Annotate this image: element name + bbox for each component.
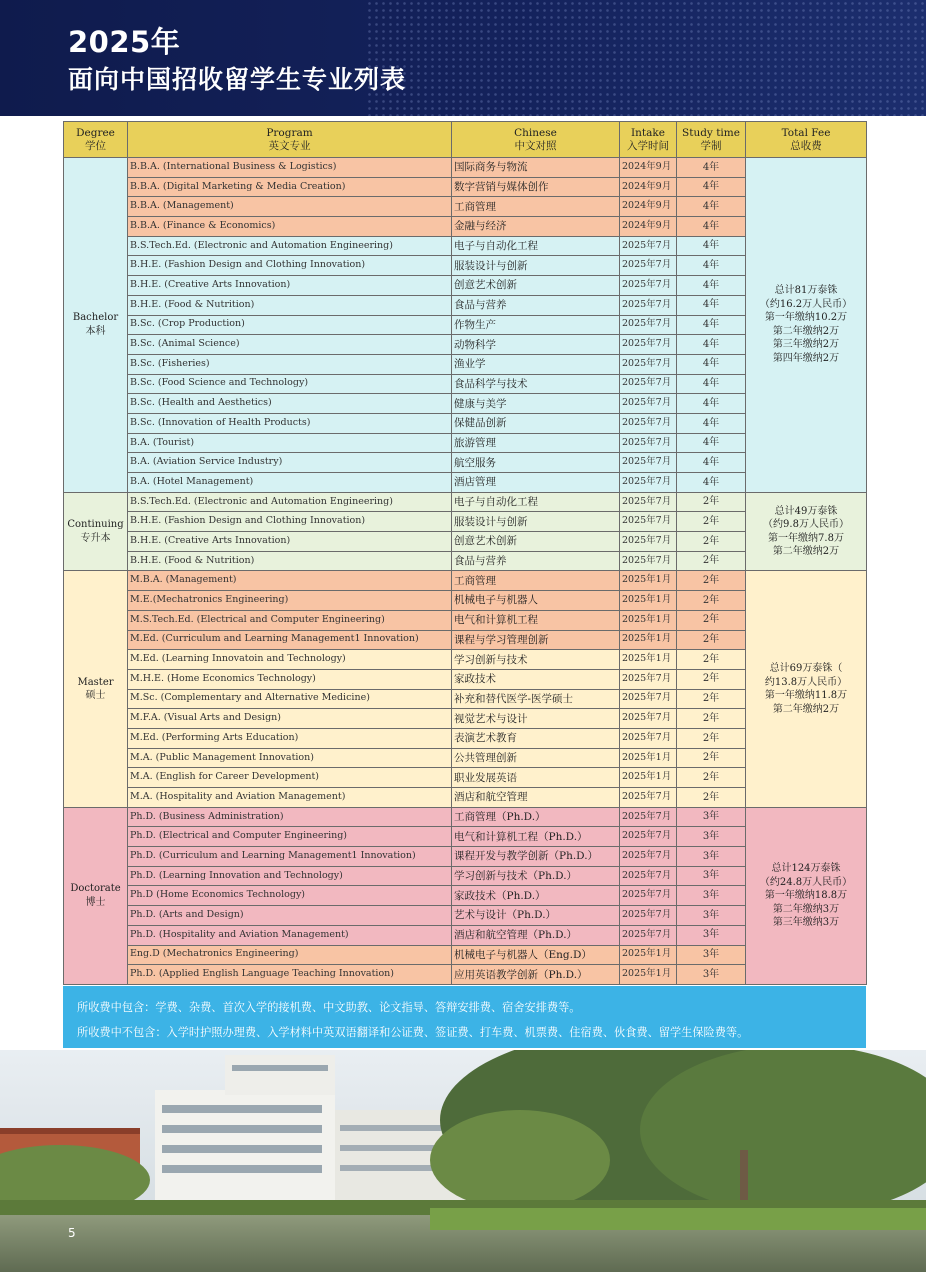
program-cell: B.Sc. (Fisheries) bbox=[128, 354, 452, 374]
chinese-name-cell: 渔业学 bbox=[452, 354, 620, 374]
study-time-cell: 4年 bbox=[677, 256, 746, 276]
intake-cell: 2025年1月 bbox=[620, 965, 677, 985]
total-fee-cell bbox=[746, 492, 867, 571]
program-cell: M.F.A. (Visual Arts and Design) bbox=[128, 709, 452, 729]
fee-line: 第一年缴纳11.8万 bbox=[764, 690, 848, 702]
fee-line: 第一年缴纳10.2万 bbox=[764, 312, 848, 324]
program-cell: M.A. (Public Management Innovation) bbox=[128, 748, 452, 768]
fee-line: 第二年缴纳2万 bbox=[772, 703, 840, 715]
program-cell: B.A. (Hotel Management) bbox=[128, 473, 452, 493]
program-cell: Ph.D. (Applied English Language Teaching Innovation) bbox=[128, 965, 452, 985]
study-time-cell: 4年 bbox=[677, 413, 746, 433]
study-time-cell: 3年 bbox=[677, 906, 746, 926]
study-time-cell: 3年 bbox=[677, 807, 746, 827]
program-cell: B.B.A. (Finance & Economics) bbox=[128, 217, 452, 237]
program-cell: Ph.D (Home Economics Technology) bbox=[128, 886, 452, 906]
study-time-cell: 2年 bbox=[677, 788, 746, 808]
intake-cell: 2025年7月 bbox=[620, 906, 677, 926]
intake-cell: 2025年7月 bbox=[620, 512, 677, 532]
chinese-name-cell: 航空服务 bbox=[452, 453, 620, 473]
study-time-cell: 4年 bbox=[677, 394, 746, 414]
chinese-name-cell: 金融与经济 bbox=[452, 217, 620, 237]
col-header-degree: Degree 学位 bbox=[64, 122, 128, 158]
fee-line: 第一年缴纳7.8万 bbox=[768, 532, 844, 544]
fee-excluded-note: 所收费中不包含：入学时护照办理费、入学材料中英双语翻译和公证费、签证费、打车费、机票费、住宿费、伙食费、留学生保险费等。 bbox=[77, 1026, 749, 1039]
col-header-intake: Intake 入学时间 bbox=[620, 122, 677, 158]
intake-cell: 2025年7月 bbox=[620, 886, 677, 906]
intake-cell: 2025年1月 bbox=[620, 650, 677, 670]
intake-cell: 2025年1月 bbox=[620, 748, 677, 768]
program-cell: M.B.A. (Management) bbox=[128, 571, 452, 591]
fee-line: 第二年缴纳3万 bbox=[772, 903, 840, 915]
chinese-name-cell: 课程开发与教学创新（Ph.D.） bbox=[452, 847, 620, 867]
program-cell: M.Sc. (Complementary and Alternative Medicine) bbox=[128, 689, 452, 709]
chinese-name-cell: 工商管理 bbox=[452, 197, 620, 217]
study-time-cell: 4年 bbox=[677, 433, 746, 453]
program-cell: Ph.D. (Hospitality and Aviation Management) bbox=[128, 925, 452, 945]
chinese-name-cell: 工商管理 bbox=[452, 571, 620, 591]
intake-cell: 2025年1月 bbox=[620, 610, 677, 630]
intake-cell: 2025年1月 bbox=[620, 591, 677, 611]
intake-cell: 2025年7月 bbox=[620, 925, 677, 945]
chinese-name-cell: 家政技术（Ph.D.） bbox=[452, 886, 620, 906]
program-cell: Ph.D. (Arts and Design) bbox=[128, 906, 452, 926]
program-cell: B.H.E. (Creative Arts Innovation) bbox=[128, 532, 452, 552]
fee-line: 第四年缴纳2万 bbox=[772, 352, 840, 364]
table-row bbox=[64, 158, 867, 178]
chinese-name-cell: 创意艺术创新 bbox=[452, 532, 620, 552]
col-header-program: Program 英文专业 bbox=[128, 122, 452, 158]
study-time-cell: 2年 bbox=[677, 591, 746, 611]
chinese-name-cell: 酒店管理 bbox=[452, 473, 620, 493]
intake-cell: 2024年9月 bbox=[620, 177, 677, 197]
degree-name-en: Bachelor bbox=[72, 312, 119, 324]
campus-photo bbox=[0, 1050, 926, 1272]
study-time-cell: 3年 bbox=[677, 847, 746, 867]
table-row bbox=[64, 807, 867, 827]
program-cell: B.B.A. (Digital Marketing & Media Creation) bbox=[128, 177, 452, 197]
program-cell: B.A. (Tourist) bbox=[128, 433, 452, 453]
fee-line: （约24.8万人民币） bbox=[759, 876, 853, 888]
chinese-name-cell: 机械电子与机器人（Eng.D） bbox=[452, 945, 620, 965]
chinese-name-cell: 补充和替代医学-医学硕士 bbox=[452, 689, 620, 709]
fee-line: 约13.8万人民币） bbox=[764, 676, 848, 688]
chinese-name-cell: 公共管理创新 bbox=[452, 748, 620, 768]
program-cell: M.A. (Hospitality and Aviation Management) bbox=[128, 788, 452, 808]
study-time-cell: 2年 bbox=[677, 610, 746, 630]
study-time-cell: 2年 bbox=[677, 748, 746, 768]
page-title: 面向中国招收留学生专业列表 bbox=[68, 65, 407, 94]
chinese-name-cell: 课程与学习管理创新 bbox=[452, 630, 620, 650]
study-time-cell: 2年 bbox=[677, 768, 746, 788]
col-header-total-fee: Total Fee 总收费 bbox=[746, 122, 867, 158]
chinese-name-cell: 国际商务与物流 bbox=[452, 158, 620, 178]
col-header-chinese: Chinese 中文对照 bbox=[452, 122, 620, 158]
intake-cell: 2025年7月 bbox=[620, 413, 677, 433]
intake-cell: 2025年7月 bbox=[620, 492, 677, 512]
intake-cell: 2025年7月 bbox=[620, 354, 677, 374]
chinese-name-cell: 数字营销与媒体创作 bbox=[452, 177, 620, 197]
degree-cell bbox=[64, 571, 128, 807]
intake-cell: 2025年1月 bbox=[620, 945, 677, 965]
degree-name-en: Master bbox=[77, 676, 114, 688]
study-time-cell: 4年 bbox=[677, 217, 746, 237]
study-time-cell: 4年 bbox=[677, 335, 746, 355]
program-cell: M.Ed. (Learning Innovatoin and Technology) bbox=[128, 650, 452, 670]
col-header-study-time: Study time 学制 bbox=[677, 122, 746, 158]
program-cell: M.H.E. (Home Economics Technology) bbox=[128, 669, 452, 689]
intake-cell: 2025年7月 bbox=[620, 788, 677, 808]
program-cell: B.S.Tech.Ed. (Electronic and Automation Engineering) bbox=[128, 236, 452, 256]
chinese-name-cell: 电子与自动化工程 bbox=[452, 236, 620, 256]
study-time-cell: 4年 bbox=[677, 453, 746, 473]
chinese-name-cell: 机械电子与机器人 bbox=[452, 591, 620, 611]
study-time-cell: 2年 bbox=[677, 571, 746, 591]
table-row bbox=[64, 571, 867, 591]
program-cell: B.H.E. (Fashion Design and Clothing Innovation) bbox=[128, 256, 452, 276]
program-cell: M.Ed. (Curriculum and Learning Management1 Innovation) bbox=[128, 630, 452, 650]
program-cell: Ph.D. (Business Administration) bbox=[128, 807, 452, 827]
fee-line: （约16.2万人民币） bbox=[759, 298, 853, 310]
program-cell: B.Sc. (Animal Science) bbox=[128, 335, 452, 355]
study-time-cell: 4年 bbox=[677, 473, 746, 493]
chinese-name-cell: 工商管理（Ph.D.） bbox=[452, 807, 620, 827]
program-cell: Ph.D. (Learning Innovation and Technology) bbox=[128, 866, 452, 886]
study-time-cell: 4年 bbox=[677, 276, 746, 296]
intake-cell: 2025年1月 bbox=[620, 571, 677, 591]
fee-line: 第一年缴纳18.8万 bbox=[764, 890, 848, 902]
chinese-name-cell: 旅游管理 bbox=[452, 433, 620, 453]
intake-cell: 2025年7月 bbox=[620, 866, 677, 886]
chinese-name-cell: 视觉艺术与设计 bbox=[452, 709, 620, 729]
total-fee-cell bbox=[746, 571, 867, 807]
table-row bbox=[64, 492, 867, 512]
intake-cell: 2025年7月 bbox=[620, 453, 677, 473]
chinese-name-cell: 酒店和航空管理 bbox=[452, 788, 620, 808]
total-fee-cell bbox=[746, 158, 867, 493]
intake-cell: 2025年7月 bbox=[620, 473, 677, 493]
study-time-cell: 4年 bbox=[677, 177, 746, 197]
chinese-name-cell: 服装设计与创新 bbox=[452, 512, 620, 532]
degree-name-cn: 专升本 bbox=[80, 532, 111, 544]
chinese-name-cell: 应用英语教学创新（Ph.D.） bbox=[452, 965, 620, 985]
fee-line: 总计69万泰铢（ bbox=[769, 663, 843, 675]
chinese-name-cell: 家政技术 bbox=[452, 669, 620, 689]
study-time-cell: 4年 bbox=[677, 236, 746, 256]
fee-line: 第二年缴纳2万 bbox=[772, 325, 840, 337]
program-cell: B.H.E. (Food & Nutrition) bbox=[128, 551, 452, 571]
campus-illustration bbox=[0, 1050, 926, 1272]
intake-cell: 2025年7月 bbox=[620, 374, 677, 394]
table-header-row bbox=[64, 122, 867, 158]
degree-name-en: Doctorate bbox=[70, 883, 121, 895]
study-time-cell: 2年 bbox=[677, 709, 746, 729]
intake-cell: 2025年7月 bbox=[620, 709, 677, 729]
program-cell: B.B.A. (International Business & Logistics) bbox=[128, 158, 452, 178]
page-header bbox=[0, 0, 926, 116]
intake-cell: 2025年7月 bbox=[620, 433, 677, 453]
total-fee-cell bbox=[746, 807, 867, 984]
program-cell: B.S.Tech.Ed. (Electronic and Automation Engineering) bbox=[128, 492, 452, 512]
fee-line: 总计49万泰铢 bbox=[774, 505, 838, 517]
fee-line: 总计81万泰铢 bbox=[774, 285, 838, 297]
study-time-cell: 3年 bbox=[677, 886, 746, 906]
study-time-cell: 3年 bbox=[677, 965, 746, 985]
study-time-cell: 2年 bbox=[677, 532, 746, 552]
program-cell: B.B.A. (Management) bbox=[128, 197, 452, 217]
study-time-cell: 2年 bbox=[677, 630, 746, 650]
degree-name-cn: 硕士 bbox=[85, 690, 106, 702]
table-body bbox=[64, 158, 867, 985]
chinese-name-cell: 艺术与设计（Ph.D.） bbox=[452, 906, 620, 926]
fee-line: 总计124万泰铢 bbox=[771, 863, 841, 875]
chinese-name-cell: 健康与美学 bbox=[452, 394, 620, 414]
study-time-cell: 3年 bbox=[677, 925, 746, 945]
study-time-cell: 2年 bbox=[677, 551, 746, 571]
intake-cell: 2024年9月 bbox=[620, 197, 677, 217]
program-cell: M.S.Tech.Ed. (Electrical and Computer Engineering) bbox=[128, 610, 452, 630]
program-cell: Eng.D (Mechatronics Engineering) bbox=[128, 945, 452, 965]
page-number: 5 bbox=[68, 1226, 76, 1240]
degree-cell bbox=[64, 807, 128, 984]
intake-cell: 2025年7月 bbox=[620, 335, 677, 355]
study-time-cell: 4年 bbox=[677, 295, 746, 315]
fee-line: 第三年缴纳2万 bbox=[772, 339, 840, 351]
chinese-name-cell: 电气和计算机工程 bbox=[452, 610, 620, 630]
program-cell: B.H.E. (Fashion Design and Clothing Innovation) bbox=[128, 512, 452, 532]
intake-cell: 2025年7月 bbox=[620, 728, 677, 748]
study-time-cell: 3年 bbox=[677, 945, 746, 965]
chinese-name-cell: 学习创新与技术（Ph.D.） bbox=[452, 866, 620, 886]
fee-included-note: 所收费中包含：学费、杂费、首次入学的接机费、中文助教、论文指导、答辩安排费、宿舍安排费等。 bbox=[77, 1001, 581, 1014]
chinese-name-cell: 作物生产 bbox=[452, 315, 620, 335]
study-time-cell: 2年 bbox=[677, 728, 746, 748]
chinese-name-cell: 酒店和航空管理（Ph.D.） bbox=[452, 925, 620, 945]
program-cell: Ph.D. (Curriculum and Learning Management1 Innovation) bbox=[128, 847, 452, 867]
intake-cell: 2025年7月 bbox=[620, 315, 677, 335]
program-cell: B.A. (Aviation Service Industry) bbox=[128, 453, 452, 473]
intake-cell: 2025年7月 bbox=[620, 276, 677, 296]
intake-cell: 2024年9月 bbox=[620, 217, 677, 237]
fee-notes bbox=[63, 986, 866, 1048]
program-cell: B.Sc. (Innovation of Health Products) bbox=[128, 413, 452, 433]
study-time-cell: 2年 bbox=[677, 669, 746, 689]
program-cell: B.Sc. (Health and Aesthetics) bbox=[128, 394, 452, 414]
page-year: 2025年 bbox=[68, 25, 181, 59]
chinese-name-cell: 服装设计与创新 bbox=[452, 256, 620, 276]
program-cell: M.E.(Mechatronics Engineering) bbox=[128, 591, 452, 611]
chinese-name-cell: 食品科学与技术 bbox=[452, 374, 620, 394]
intake-cell: 2025年7月 bbox=[620, 669, 677, 689]
degree-name-cn: 本科 bbox=[85, 325, 106, 337]
program-cell: M.Ed. (Performing Arts Education) bbox=[128, 728, 452, 748]
chinese-name-cell: 职业发展英语 bbox=[452, 768, 620, 788]
fee-line: 第二年缴纳2万 bbox=[772, 546, 840, 558]
intake-cell: 2025年7月 bbox=[620, 236, 677, 256]
intake-cell: 2025年7月 bbox=[620, 394, 677, 414]
intake-cell: 2025年7月 bbox=[620, 532, 677, 552]
chinese-name-cell: 保健品创新 bbox=[452, 413, 620, 433]
chinese-name-cell: 食品与营养 bbox=[452, 551, 620, 571]
study-time-cell: 2年 bbox=[677, 512, 746, 532]
chinese-name-cell: 电气和计算机工程（Ph.D.） bbox=[452, 827, 620, 847]
intake-cell: 2025年1月 bbox=[620, 630, 677, 650]
intake-cell: 2025年7月 bbox=[620, 551, 677, 571]
program-cell: B.Sc. (Food Science and Technology) bbox=[128, 374, 452, 394]
program-cell: M.A. (English for Career Development) bbox=[128, 768, 452, 788]
program-cell: B.H.E. (Creative Arts Innovation) bbox=[128, 276, 452, 296]
intake-cell: 2025年1月 bbox=[620, 768, 677, 788]
program-table bbox=[63, 121, 867, 985]
intake-cell: 2025年7月 bbox=[620, 827, 677, 847]
intake-cell: 2025年7月 bbox=[620, 256, 677, 276]
degree-cell bbox=[64, 158, 128, 493]
study-time-cell: 2年 bbox=[677, 492, 746, 512]
study-time-cell: 3年 bbox=[677, 866, 746, 886]
chinese-name-cell: 学习创新与技术 bbox=[452, 650, 620, 670]
intake-cell: 2025年7月 bbox=[620, 847, 677, 867]
program-cell: B.H.E. (Food & Nutrition) bbox=[128, 295, 452, 315]
program-cell: Ph.D. (Electrical and Computer Engineering) bbox=[128, 827, 452, 847]
degree-name-en: Continuing bbox=[67, 519, 124, 531]
intake-cell: 2024年9月 bbox=[620, 158, 677, 178]
chinese-name-cell: 电子与自动化工程 bbox=[452, 492, 620, 512]
study-time-cell: 4年 bbox=[677, 197, 746, 217]
study-time-cell: 3年 bbox=[677, 827, 746, 847]
intake-cell: 2025年7月 bbox=[620, 295, 677, 315]
intake-cell: 2025年7月 bbox=[620, 689, 677, 709]
study-time-cell: 2年 bbox=[677, 689, 746, 709]
study-time-cell: 2年 bbox=[677, 650, 746, 670]
study-time-cell: 4年 bbox=[677, 374, 746, 394]
degree-name-cn: 博士 bbox=[85, 896, 106, 908]
study-time-cell: 4年 bbox=[677, 158, 746, 178]
intake-cell: 2025年7月 bbox=[620, 807, 677, 827]
study-time-cell: 4年 bbox=[677, 354, 746, 374]
world-map-pattern bbox=[366, 0, 926, 116]
fee-line: 第三年缴纳3万 bbox=[772, 917, 840, 929]
chinese-name-cell: 食品与营养 bbox=[452, 295, 620, 315]
fee-line: （约9.8万人民币） bbox=[763, 519, 849, 531]
chinese-name-cell: 动物科学 bbox=[452, 335, 620, 355]
degree-cell bbox=[64, 492, 128, 571]
chinese-name-cell: 创意艺术创新 bbox=[452, 276, 620, 296]
program-cell: B.Sc. (Crop Production) bbox=[128, 315, 452, 335]
study-time-cell: 4年 bbox=[677, 315, 746, 335]
chinese-name-cell: 表演艺术教育 bbox=[452, 728, 620, 748]
